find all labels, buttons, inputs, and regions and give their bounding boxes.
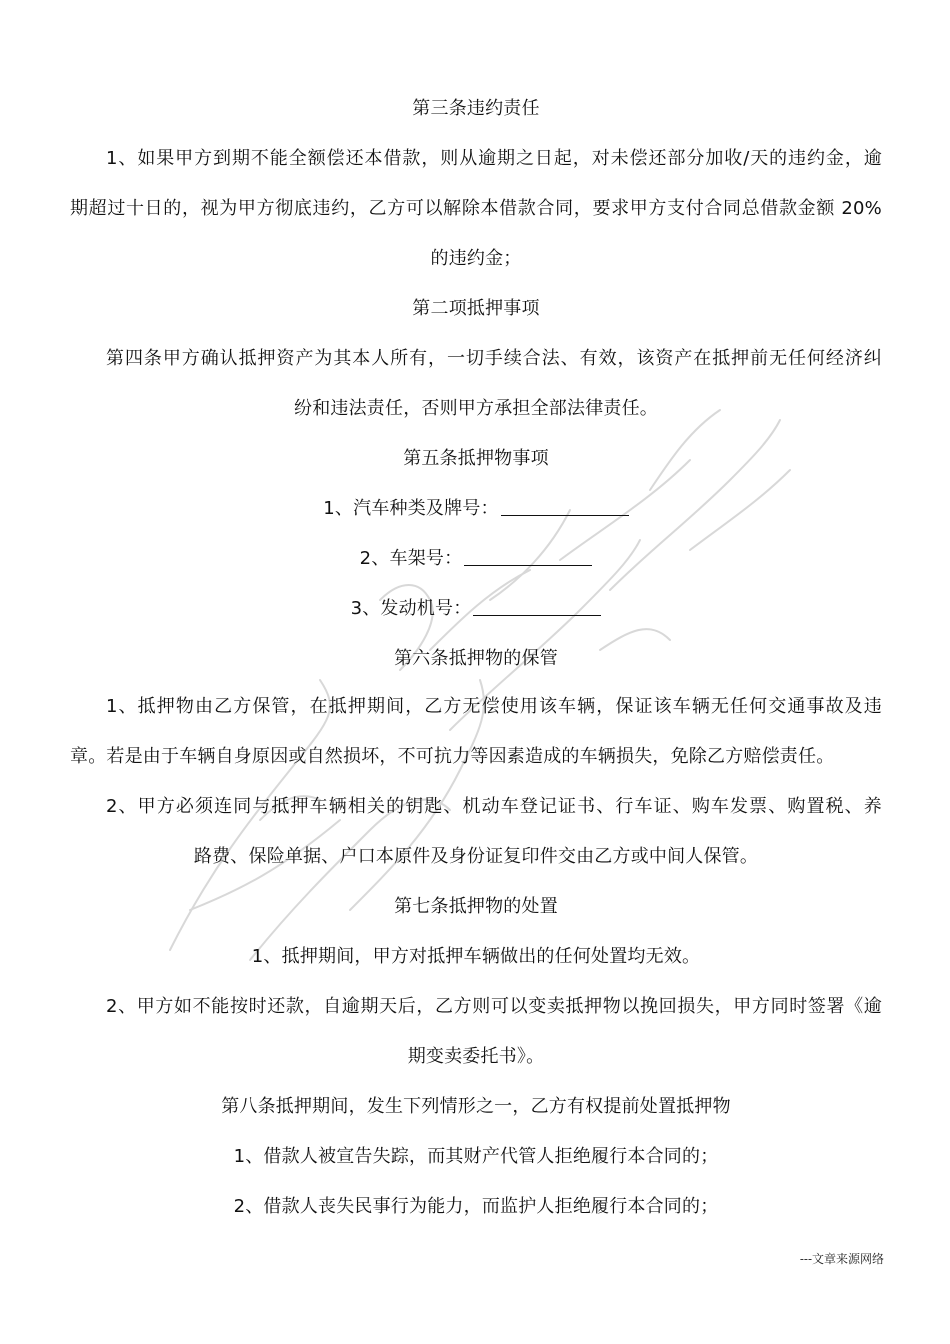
paragraph-line: 1、如果甲方到期不能全额偿还本借款，则从逾期之日起，对未偿还部分加收/天的违约金，逾 — [106, 148, 882, 169]
paragraph-line: 1、抵押物由乙方保管，在抵押期间，乙方无偿使用该车辆，保证该车辆无任何交通事故及违 — [106, 696, 882, 717]
paragraph-line: 期变卖委托书》。 — [407, 1046, 545, 1067]
field-label: 2、车架号： — [359, 548, 463, 569]
blank-underline — [501, 497, 629, 516]
form-field-line — [70, 495, 882, 523]
paragraph-line: 1、抵押期间，甲方对抵押车辆做出的任何处置均无效。 — [251, 946, 701, 967]
paragraph-line: 第四条甲方确认抵押资产为其本人所有，一切手续合法、有效，该资产在抵押前无任何经济纠 — [106, 348, 882, 369]
paragraph-line: 纷和违法责任，否则甲方承担全部法律责任。 — [294, 398, 658, 419]
blank-underline — [473, 597, 601, 616]
section-heading: 第八条抵押期间，发生下列情形之一，乙方有权提前处置抵押物 — [221, 1096, 731, 1117]
paragraph-line: 期超过十日的，视为甲方彻底违约，乙方可以解除本借款合同，要求甲方支付合同总借款金额 20% — [70, 198, 882, 219]
form-field-line — [70, 545, 882, 573]
section-heading: 第三条违约责任 — [412, 98, 540, 119]
section-heading: 第二项抵押事项 — [412, 298, 540, 319]
paragraph-line: 2、借款人丧失民事行为能力，而监护人拒绝履行本合同的； — [233, 1196, 719, 1217]
field-label: 1、汽车种类及牌号： — [323, 498, 499, 519]
blank-underline — [464, 547, 592, 566]
paragraph-line: 2、甲方如不能按时还款，自逾期天后，乙方则可以变卖抵押物以挽回损失，甲方同时签署《逾 — [106, 996, 882, 1017]
section-heading: 第五条抵押物事项 — [403, 448, 549, 469]
section-heading: 第六条抵押物的保管 — [394, 648, 558, 669]
paragraph-line: 2、甲方必须连同与抵押车辆相关的钥匙、机动车登记证书、行车证、购车发票、购置税、养 — [106, 796, 882, 817]
form-field-line — [70, 595, 882, 623]
section-heading: 第七条抵押物的处置 — [394, 896, 558, 917]
paragraph-line: 1、借款人被宣告失踪，而其财产代管人拒绝履行本合同的； — [233, 1146, 719, 1167]
paragraph-line: 路费、保险单据、户口本原件及身份证复印件交由乙方或中间人保管。 — [193, 846, 759, 867]
field-label: 3、发动机号： — [350, 598, 472, 619]
paragraph-line: 的违约金； — [430, 248, 522, 269]
source-footer: ---文章来源网络 — [799, 1252, 884, 1266]
paragraph-line: 章。若是由于车辆自身原因或自然损坏，不可抗力等因素造成的车辆损失，免除乙方赔偿责任。 — [70, 746, 835, 767]
